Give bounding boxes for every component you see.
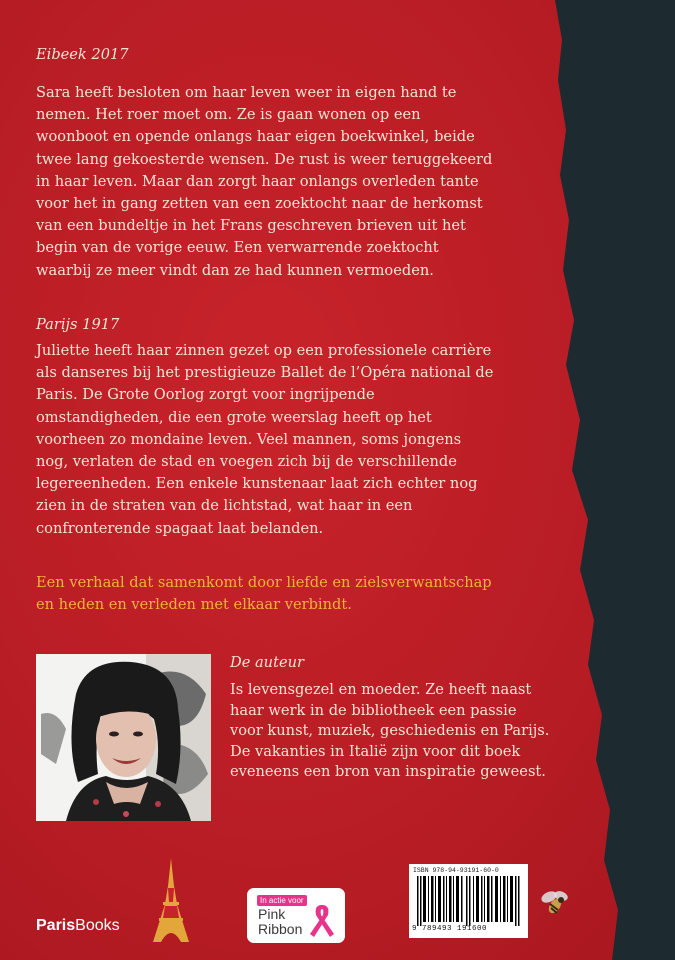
barcode [409, 864, 528, 938]
tagline [36, 572, 492, 616]
ribbon-word: Ribbon [258, 921, 303, 937]
eiffel-tower-icon [151, 858, 191, 942]
section2-heading: Parijs 1917 [36, 316, 120, 333]
tagline-line: en heden en verleden met elkaar verbindt. [36, 596, 352, 613]
text-line: De vakanties in Italië zijn voor dit boek [230, 742, 521, 760]
author-bio [230, 680, 565, 783]
text-line: haar werk in de bibliotheek een passie [230, 701, 517, 719]
pink-ribbon-badge [247, 888, 345, 943]
bee-icon [538, 888, 572, 918]
publisher-logo: ParisBooks [36, 917, 120, 934]
text-line: in haar leven. Maar dan zorgt haar onlangs overleden tante [36, 172, 479, 190]
pink-word: Pink [258, 906, 286, 922]
text-line: twee lang gekoesterde wensen. De rust is weer teruggekeerd [36, 150, 493, 168]
section1-heading: Eibeek 2017 [36, 46, 129, 63]
text-line: Paris. De Grote Oorlog zorgt voor ingrijpende [36, 386, 375, 404]
author-portrait [36, 654, 211, 821]
text-line: confronterende spagaat laat belanden. [36, 519, 324, 537]
text-line: Sara heeft besloten om haar leven weer in eigen hand te [36, 84, 457, 101]
pink-ribbon-icon [306, 903, 338, 939]
barcode-bars [417, 876, 521, 926]
text-line: begin van de vorige eeuw. Een verwarrende zoektocht [36, 239, 439, 257]
text-line: Juliette heeft haar zinnen gezet op een professionele carrière [36, 342, 492, 359]
section1-body [36, 82, 492, 282]
text-line: eveneens een bron van inspiratie geweest. [230, 763, 546, 781]
text-line: nemen. Het roer moet om. Ze is gaan wonen op een [36, 106, 421, 124]
badge-label: In actie voor [257, 895, 307, 906]
text-line: als danseres bij het prestigieuze Ballet de l’Opéra national de [36, 364, 494, 382]
author-heading: De auteur [230, 654, 304, 671]
tagline-line: Een verhaal dat samenkomt door liefde en zielsverwantschap [36, 574, 492, 591]
text-line: nog, verlaten de stad en voegen zich bij de verschillende [36, 453, 457, 471]
text-line: omstandigheden, die een grote weerslag heeft op het [36, 408, 432, 426]
text-line: voor kunst, muziek, geschiedenis en Parijs. [230, 722, 550, 740]
text-line: waarbij ze meer vindt dan ze had kunnen vermoeden. [36, 261, 434, 279]
section2-body [36, 340, 493, 540]
text-line: voorheen zo mondaine leven. Veel mannen, soms jongens [36, 430, 462, 448]
text-line: voor het in gang zetten van een zoektocht naar de herkomst [36, 195, 483, 213]
text-line: Is levensgezel en moeder. Ze heeft naast [230, 681, 532, 698]
barcode-digits: 9 789493 191600 [412, 925, 488, 933]
isbn-text: ISBN 978-94-93191-60-0 [413, 867, 499, 874]
text-line: zien in de straten van de lichtstad, wat haar in een [36, 497, 413, 515]
text-line: woonboot en opende onlangs haar eigen boekwinkel, beide [36, 128, 475, 146]
text-line: van een bundeltje in het Frans geschreven brieven uit het [36, 217, 466, 235]
text-line: legereenheden. Een enkele kunstenaar laat zich echter nog [36, 475, 478, 493]
